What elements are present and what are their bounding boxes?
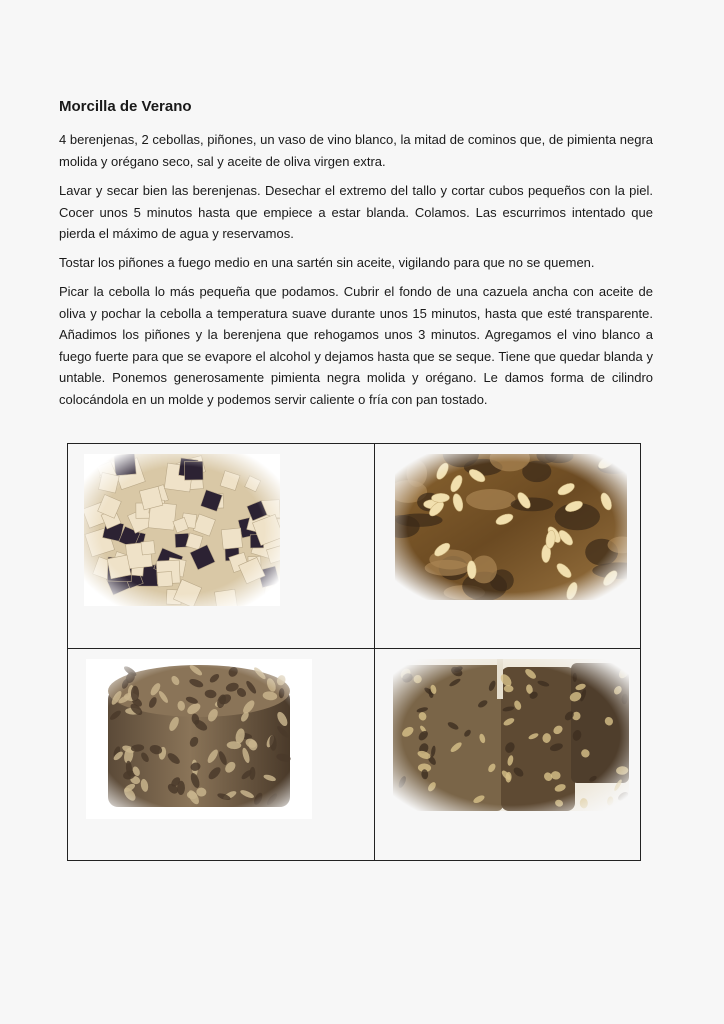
photo-cell-pine-nuts: [375, 444, 640, 649]
eggplant-cubes-photo: [84, 454, 280, 606]
photo-cell-morcilla-slices: [375, 649, 640, 860]
step-eggplant-paragraph: Lavar y secar bien las berenjenas. Desechar el extremo del tallo y cortar cubos pequeños con la piel. Cocer unos 5 minutos hasta que empiece a estar blanda. Colamos. Las escurrimos intentado que pierda el máximo de agua y reservamos.: [59, 183, 653, 241]
recipe-title: Morcilla de Verano: [59, 98, 192, 115]
photo-grid: [67, 443, 641, 861]
photo-cell-eggplant: [68, 444, 375, 649]
morcilla-round-photo: [86, 659, 312, 819]
morcilla-slices-photo: [393, 659, 629, 811]
ingredients-paragraph: 4 berenjenas, 2 cebollas, piñones, un vaso de vino blanco, la mitad de cominos que, de pimienta negra molida y orégano seco, sal y aceite de oliva virgen extra.: [59, 132, 653, 169]
photo-cell-morcilla-round: [68, 649, 375, 860]
step-onion-paragraph: Picar la cebolla lo más pequeña que podamos. Cubrir el fondo de una cazuela ancha con aceite de oliva y pochar la cebolla a temperatura suave durante unos 15 minutos, hasta que esté transparente. Añadimos los piñones y la berenjena que rehogamos unos 3 minutos. Agregamos el vino blanco a fuego fuerte para que se evapore el alcohol y dejamos hasta que se seque. Tiene que quedar blanda y untable. Ponemos generosamente pimienta negra molida y orégano. Le damos forma de cilindro colocándola en un molde y podemos servir caliente o fría con pan tostado.: [59, 284, 653, 407]
step-pine-nuts-paragraph: Tostar los piñones a fuego medio en una sartén sin aceite, vigilando para que no se quemen.: [59, 255, 595, 270]
pine-nuts-mix-photo: [395, 454, 627, 600]
